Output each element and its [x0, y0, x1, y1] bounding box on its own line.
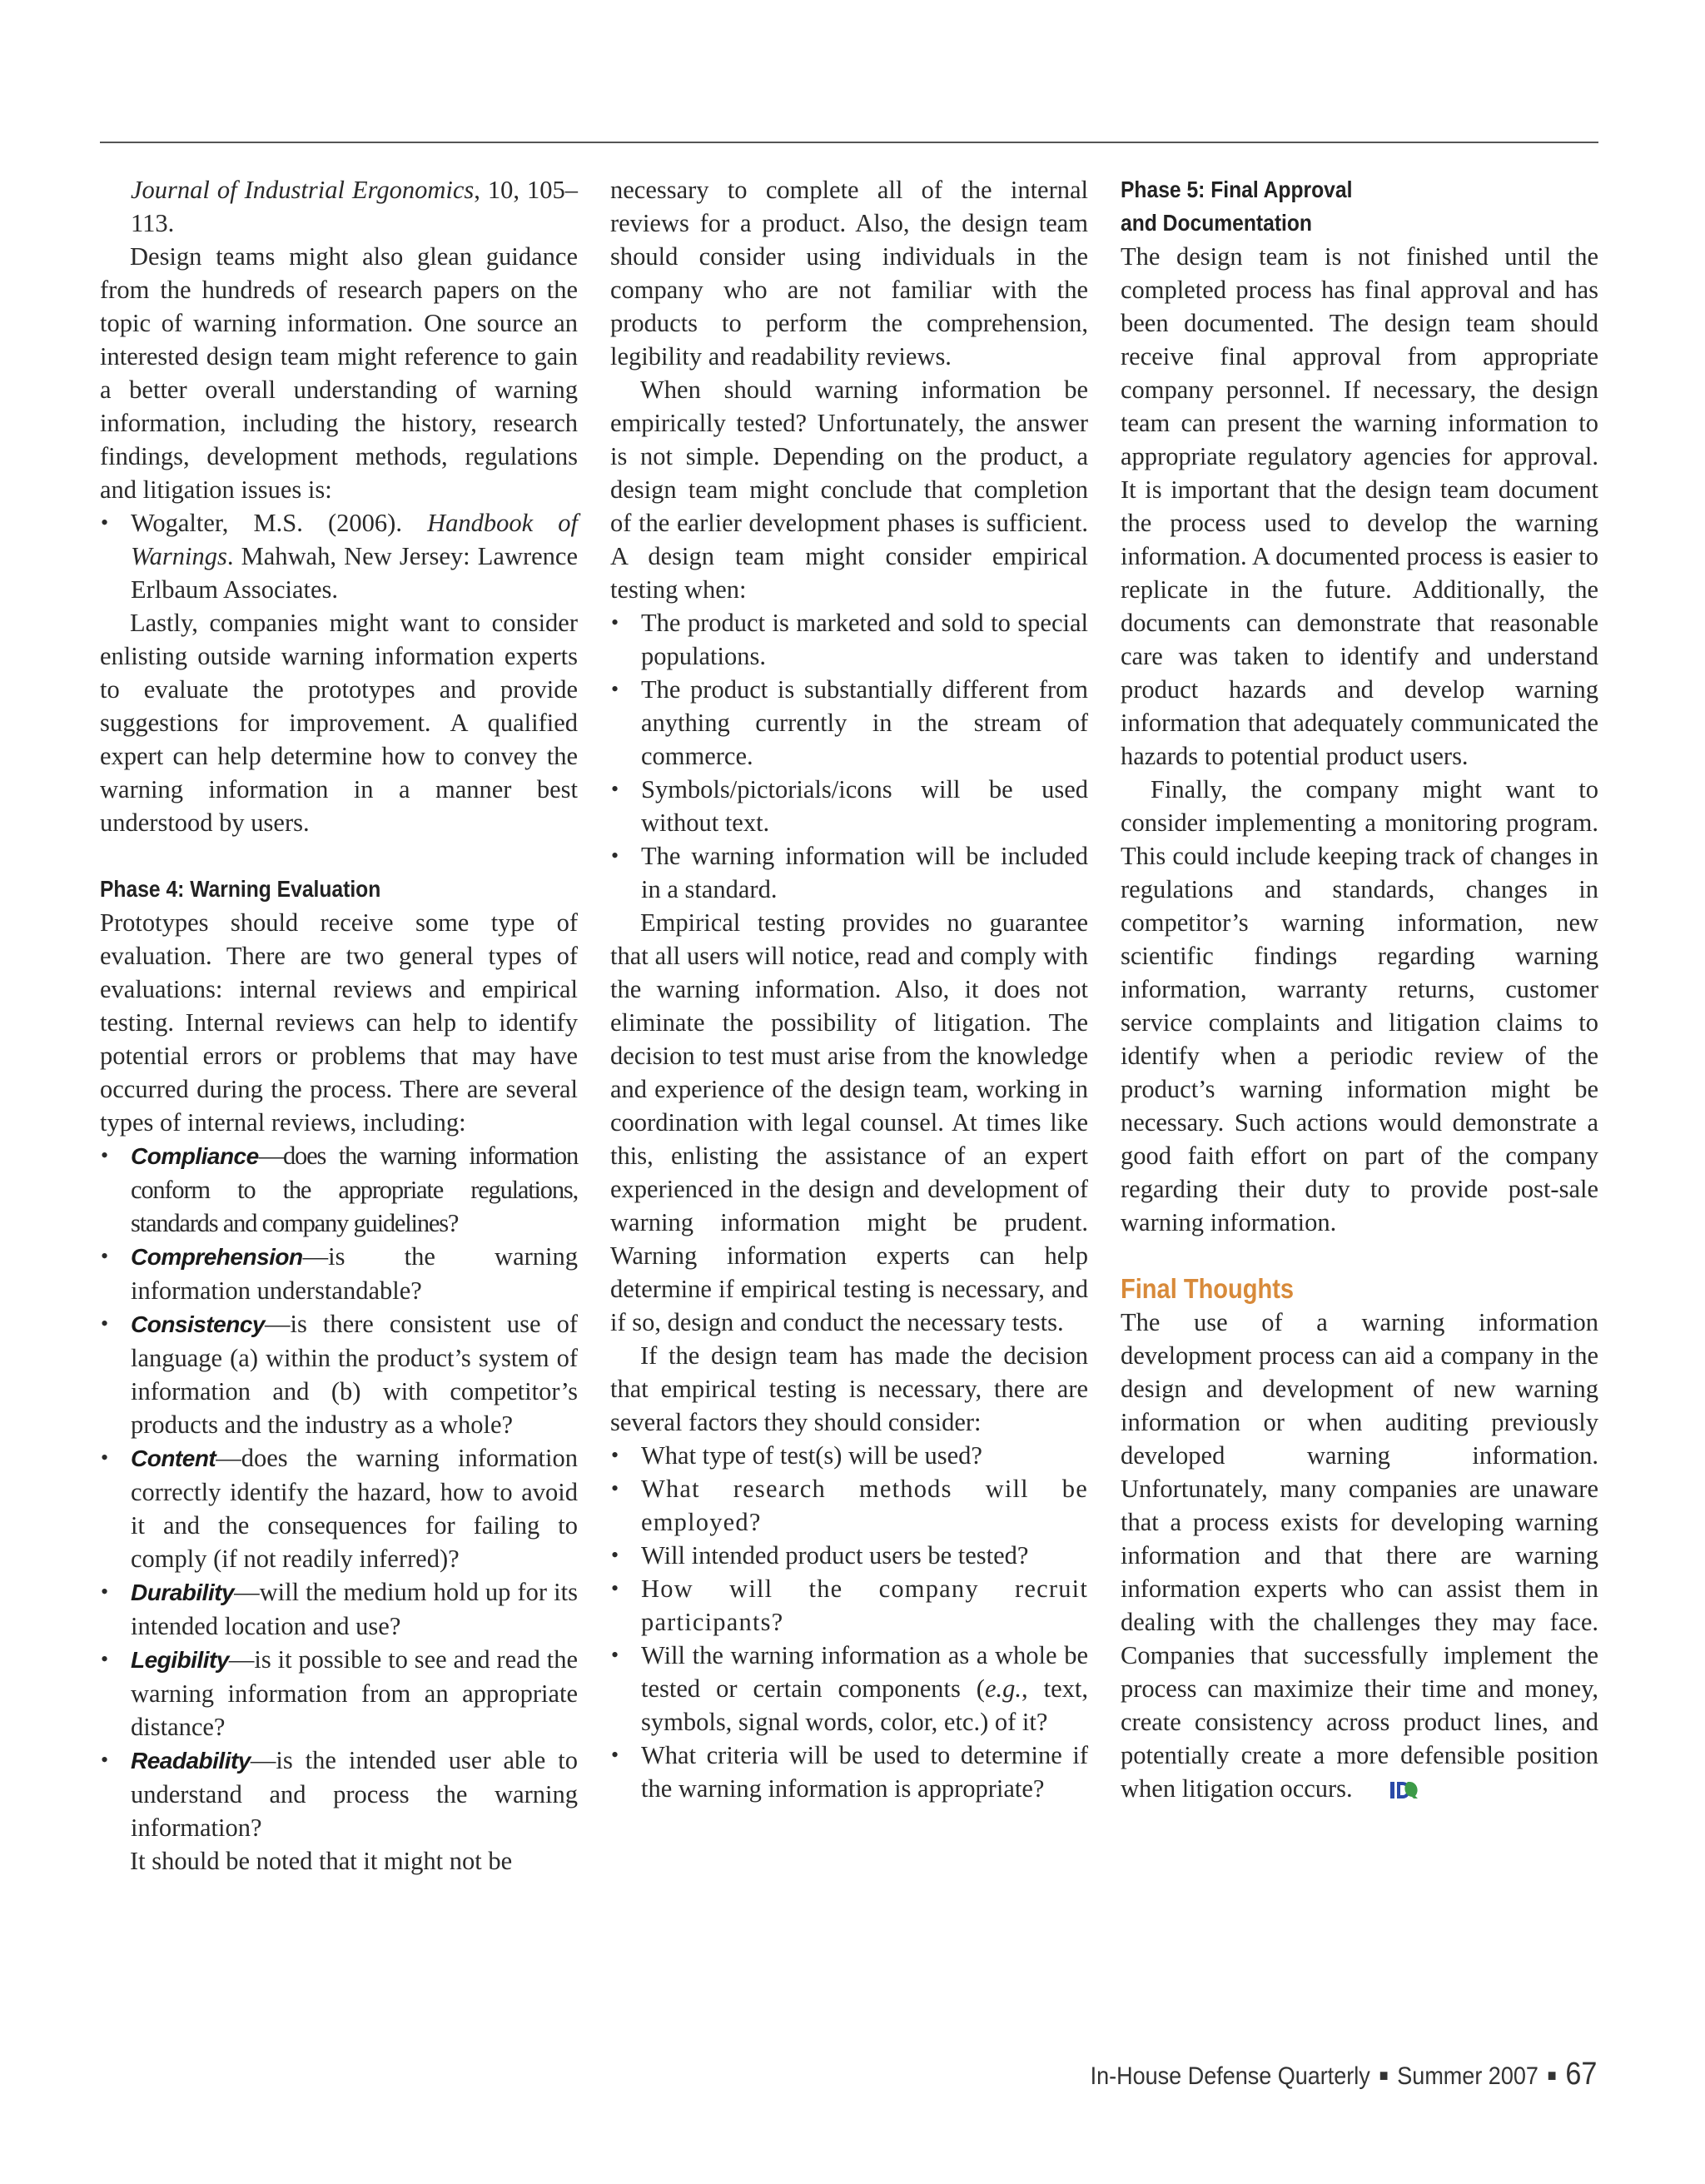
- reference-item-wogalter: • Wogalter, M.S. (2006). Handbook of Warnings. Mahwah, New Jersey: Lawrence Erlbaum Associates.: [100, 506, 578, 606]
- top-rule: [100, 142, 1598, 143]
- issue-date: Summer 2007: [1396, 2062, 1538, 2090]
- paragraph-continued: necessary to complete all of the internal reviews for a product. Also, the design team should consider using individuals in the company who are not familiar with the products to perform the comprehension, legibility and readability reviews.: [610, 176, 1088, 371]
- list-item: • Legibility—is it possible to see and read the warning information from an appropriate distance?: [100, 1643, 578, 1744]
- publication-name: In-House Defense Quarterly: [1090, 2062, 1370, 2090]
- internal-review-list: [100, 1139, 578, 1844]
- phase-4-paragraph: Prototypes should receive some type of evaluation. There are two general types of evaluations: internal reviews and empirical testing. Internal reviews can help to identify potential errors or problems that may have occurred during the process. There are several types of internal reviews, including:: [100, 908, 578, 1137]
- list-item: • Will intended product users be tested?: [610, 1539, 1088, 1572]
- paragraph-finally: Finally, the company might want to consider implementing a monitoring program. This could include keeping track of changes in regulations and standards, changes in competitor’s warning information, new scientific findings regarding warning information, warranty returns, customer service complaints and litigation claims to identify when a periodic review of the product’s warning information might be necessary. Such actions would demonstrate a good faith effort on part of the company regarding their duty to provide post-sale warning information.: [1121, 775, 1598, 1236]
- phase-5-heading-line-1: Phase 5: Final Approval: [1121, 177, 1353, 202]
- list-item: • Symbols/pictorials/icons will be used without text.: [610, 773, 1088, 839]
- list-item: • Content—does the warning information correctly identify the hazard, how to avoid it and the consequences for failing to comply (if not readily inferred)?: [100, 1441, 578, 1575]
- list-item: • Durability—will the medium hold up for its intended location and use?: [100, 1575, 578, 1643]
- page-footer: [1090, 2057, 1597, 2092]
- list-item: • What criteria will be used to determine if the warning information is appropriate?: [610, 1739, 1088, 1805]
- list-item: • Consistency—is there consistent use of language (a) within the product’s system of information and (b) with competitor’s products and the industry as a whole?: [100, 1307, 578, 1441]
- reference-journal: Journal of Industrial Ergonomics, 10, 105–113.: [131, 176, 579, 237]
- list-item: • Comprehension—is the warning information understandable?: [100, 1240, 578, 1307]
- paragraph-when-tested: When should warning information be empirically tested? Unfortunately, the answer is not simple. Depending on the product, a design team might conclude that completion of the earlier development phases is sufficient. A design team might consider empirical testing when:: [610, 376, 1088, 604]
- paragraph-empirical-testing: Empirical testing provides no guarantee that all users will notice, read and comply with the warning information. Also, it does not eliminate the possibility of litigation. The decision to test must arise from the knowledge and experience of the design team, working in coordination with legal counsel. At times like this, enlisting the assistance of an expert experienced in the design and development of warning information might be prudent. Warning information experts can help determine if empirical testing is necessary, and if so, design and conduct the necessary tests.: [610, 908, 1088, 1336]
- separator-square-icon: ■: [1547, 2067, 1557, 2085]
- list-item: • Will the warning information as a whole be tested or certain components (e.g., text, symbols, signal words, color, etc.) of it?: [610, 1639, 1088, 1739]
- column-1: [100, 173, 578, 1878]
- list-item: • Compliance—does the warning information conform to the appropriate regulations, standards and company guidelines?: [100, 1139, 578, 1240]
- list-item: • The warning information will be included in a standard.: [610, 839, 1088, 906]
- phase-4-heading: Phase 4: Warning Evaluation: [100, 876, 381, 902]
- list-item: • How will the company recruit participants?: [610, 1572, 1088, 1639]
- paragraph-it-should-be-noted: It should be noted that it might not be: [130, 1847, 513, 1875]
- list-item: • What research methods will be employed?: [610, 1472, 1088, 1539]
- idq-logo-icon: [1389, 1780, 1418, 1800]
- phase-5-heading-line-2: and Documentation: [1121, 210, 1312, 236]
- paragraph-lastly: Lastly, companies might want to consider enlisting outside warning information experts to evaluate the prototypes and provide suggestions for improvement. A qualified expert can help determine how to convey the warning information in a manner best understood by users.: [100, 609, 578, 837]
- paragraph-design-teams: Design teams might also glean guidance from the hundreds of research papers on the topic of warning information. One source an interested design team might reference to gain a better overall understanding of warning information, including the history, research findings, development methods, regulations and litigation issues is:: [100, 242, 578, 504]
- phase-5-paragraph: The design team is not finished until the completed process has final approval and has been documented. The design team should receive final approval from appropriate company personnel. If necessary, the design team can present the warning information to appropriate regulatory agencies for approval. It is important that the design team document the process used to develop the warning information. A documented process is easier to replicate in the future. Additionally, the documents can demonstrate that reasonable care was taken to identify and understand product hazards and develop warning information that adequately communicated the hazards to potential product users.: [1121, 242, 1598, 770]
- reference-list: [100, 506, 578, 606]
- final-thoughts-paragraph: The use of a warning information development process can aid a company in the design and development of new warning information or when auditing previously developed warning information. Unfortunately, many companies are unaware that a process exists for developing warning information and that there are warning information experts who can assist them in dealing with the challenges they may face. Companies that successfully implement the process can maximize their time and money, create consistency across product lines, and potentially create a more defensible position when litigation occurs.: [1121, 1308, 1598, 1803]
- list-item: • What type of test(s) will be used?: [610, 1439, 1088, 1472]
- empirical-testing-conditions-list: [610, 606, 1088, 906]
- column-3: [1121, 173, 1598, 1805]
- list-item: • Readability—is the intended user able to understand and process the warning information?: [100, 1744, 578, 1844]
- list-item: • The product is marketed and sold to special populations.: [610, 606, 1088, 673]
- paragraph-if-decision: If the design team has made the decision that empirical testing is necessary, there are several factors they should consider:: [610, 1341, 1088, 1436]
- column-2: [610, 173, 1088, 1805]
- final-thoughts-heading: Final Thoughts: [1121, 1273, 1295, 1304]
- testing-factors-list: [610, 1439, 1088, 1805]
- page-number: 67: [1564, 2057, 1597, 2092]
- list-item: • The product is substantially different from anything currently in the stream of commerce.: [610, 673, 1088, 773]
- separator-square-icon: ■: [1379, 2067, 1389, 2085]
